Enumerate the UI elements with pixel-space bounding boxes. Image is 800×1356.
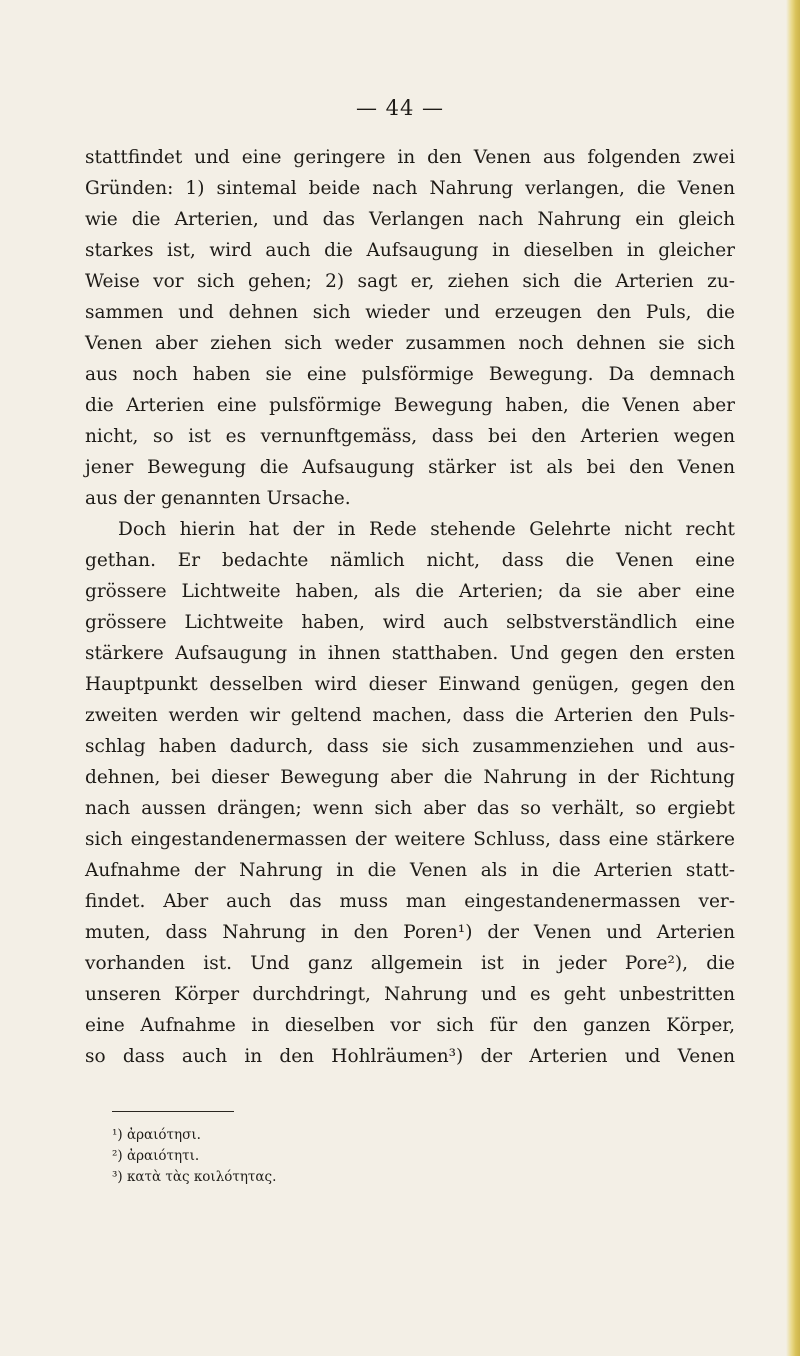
text-line: Venen aber ziehen sich weder zusammen noch dehnen sie sich: [85, 333, 735, 354]
footnote: ²) ἀραιότητι.: [112, 1148, 200, 1164]
text-line: die Arterien eine pulsförmige Bewegung haben, die Venen aber: [85, 395, 735, 416]
text-line: Doch hierin hat der in Rede stehende Gelehrte nicht recht: [118, 519, 735, 540]
text-line: aus noch haben sie eine pulsförmige Bewegung. Da demnach: [85, 364, 735, 385]
footnote: ³) κατὰ τὰς κοιλότητας.: [112, 1169, 277, 1185]
text-line: grössere Lichtweite haben, als die Arterien; da sie aber eine: [85, 581, 735, 602]
page-edge: [786, 0, 800, 1356]
text-line: dehnen, bei dieser Bewegung aber die Nahrung in der Richtung: [85, 767, 735, 788]
text-line: nach aussen drängen; wenn sich aber das so verhält, so ergiebt: [85, 798, 735, 819]
text-line: unseren Körper durchdringt, Nahrung und es geht unbestritten: [85, 984, 735, 1005]
text-line: schlag haben dadurch, dass sie sich zusammenziehen und aus-: [85, 736, 735, 757]
text-line: stattfindet und eine geringere in den Venen aus folgenden zwei: [85, 147, 735, 168]
text-line: so dass auch in den Hohlräumen³) der Arterien und Venen: [85, 1046, 735, 1067]
text-line: zweiten werden wir geltend machen, dass die Arterien den Puls-: [85, 705, 735, 726]
text-line: findet. Aber auch das muss man eingestandenermassen ver-: [85, 891, 735, 912]
text-line: Hauptpunkt desselben wird dieser Einwand genügen, gegen den: [85, 674, 735, 695]
text-line: vorhanden ist. Und ganz allgemein ist in jeder Pore²), die: [85, 953, 735, 974]
text-line: Aufnahme der Nahrung in die Venen als in die Arterien statt-: [85, 860, 735, 881]
footnote: ¹) ἀραιότησι.: [112, 1127, 201, 1143]
footnote-divider: [112, 1111, 234, 1112]
text-line: Gründen: 1) sintemal beide nach Nahrung verlangen, die Venen: [85, 178, 735, 199]
text-line: jener Bewegung die Aufsaugung stärker ist als bei den Venen: [85, 457, 735, 478]
text-line: Weise vor sich gehen; 2) sagt er, ziehen sich die Arterien zu-: [85, 271, 735, 292]
text-line: gethan. Er bedachte nämlich nicht, dass die Venen eine: [85, 550, 735, 571]
text-line: starkes ist, wird auch die Aufsaugung in dieselben in gleicher: [85, 240, 735, 261]
text-line: stärkere Aufsaugung in ihnen statthaben. Und gegen den ersten: [85, 643, 735, 664]
page-number: — 44 —: [355, 96, 445, 120]
footnotes: [112, 1125, 612, 1188]
text-line: wie die Arterien, und das Verlangen nach Nahrung ein gleich: [85, 209, 735, 230]
text-line: muten, dass Nahrung in den Poren¹) der Venen und Arterien: [85, 922, 735, 943]
text-line: sammen und dehnen sich wieder und erzeugen den Puls, die: [85, 302, 735, 323]
text-line: sich eingestandenermassen der weitere Schluss, dass eine stärkere: [85, 829, 735, 850]
text-line: nicht, so ist es vernunftgemäss, dass bei den Arterien wegen: [85, 426, 735, 447]
text-line: grössere Lichtweite haben, wird auch selbstverständlich eine: [85, 612, 735, 633]
text-line: aus der genannten Ursache.: [85, 488, 351, 509]
body-text: [85, 142, 735, 1072]
text-line: eine Aufnahme in dieselben vor sich für den ganzen Körper,: [85, 1015, 735, 1036]
